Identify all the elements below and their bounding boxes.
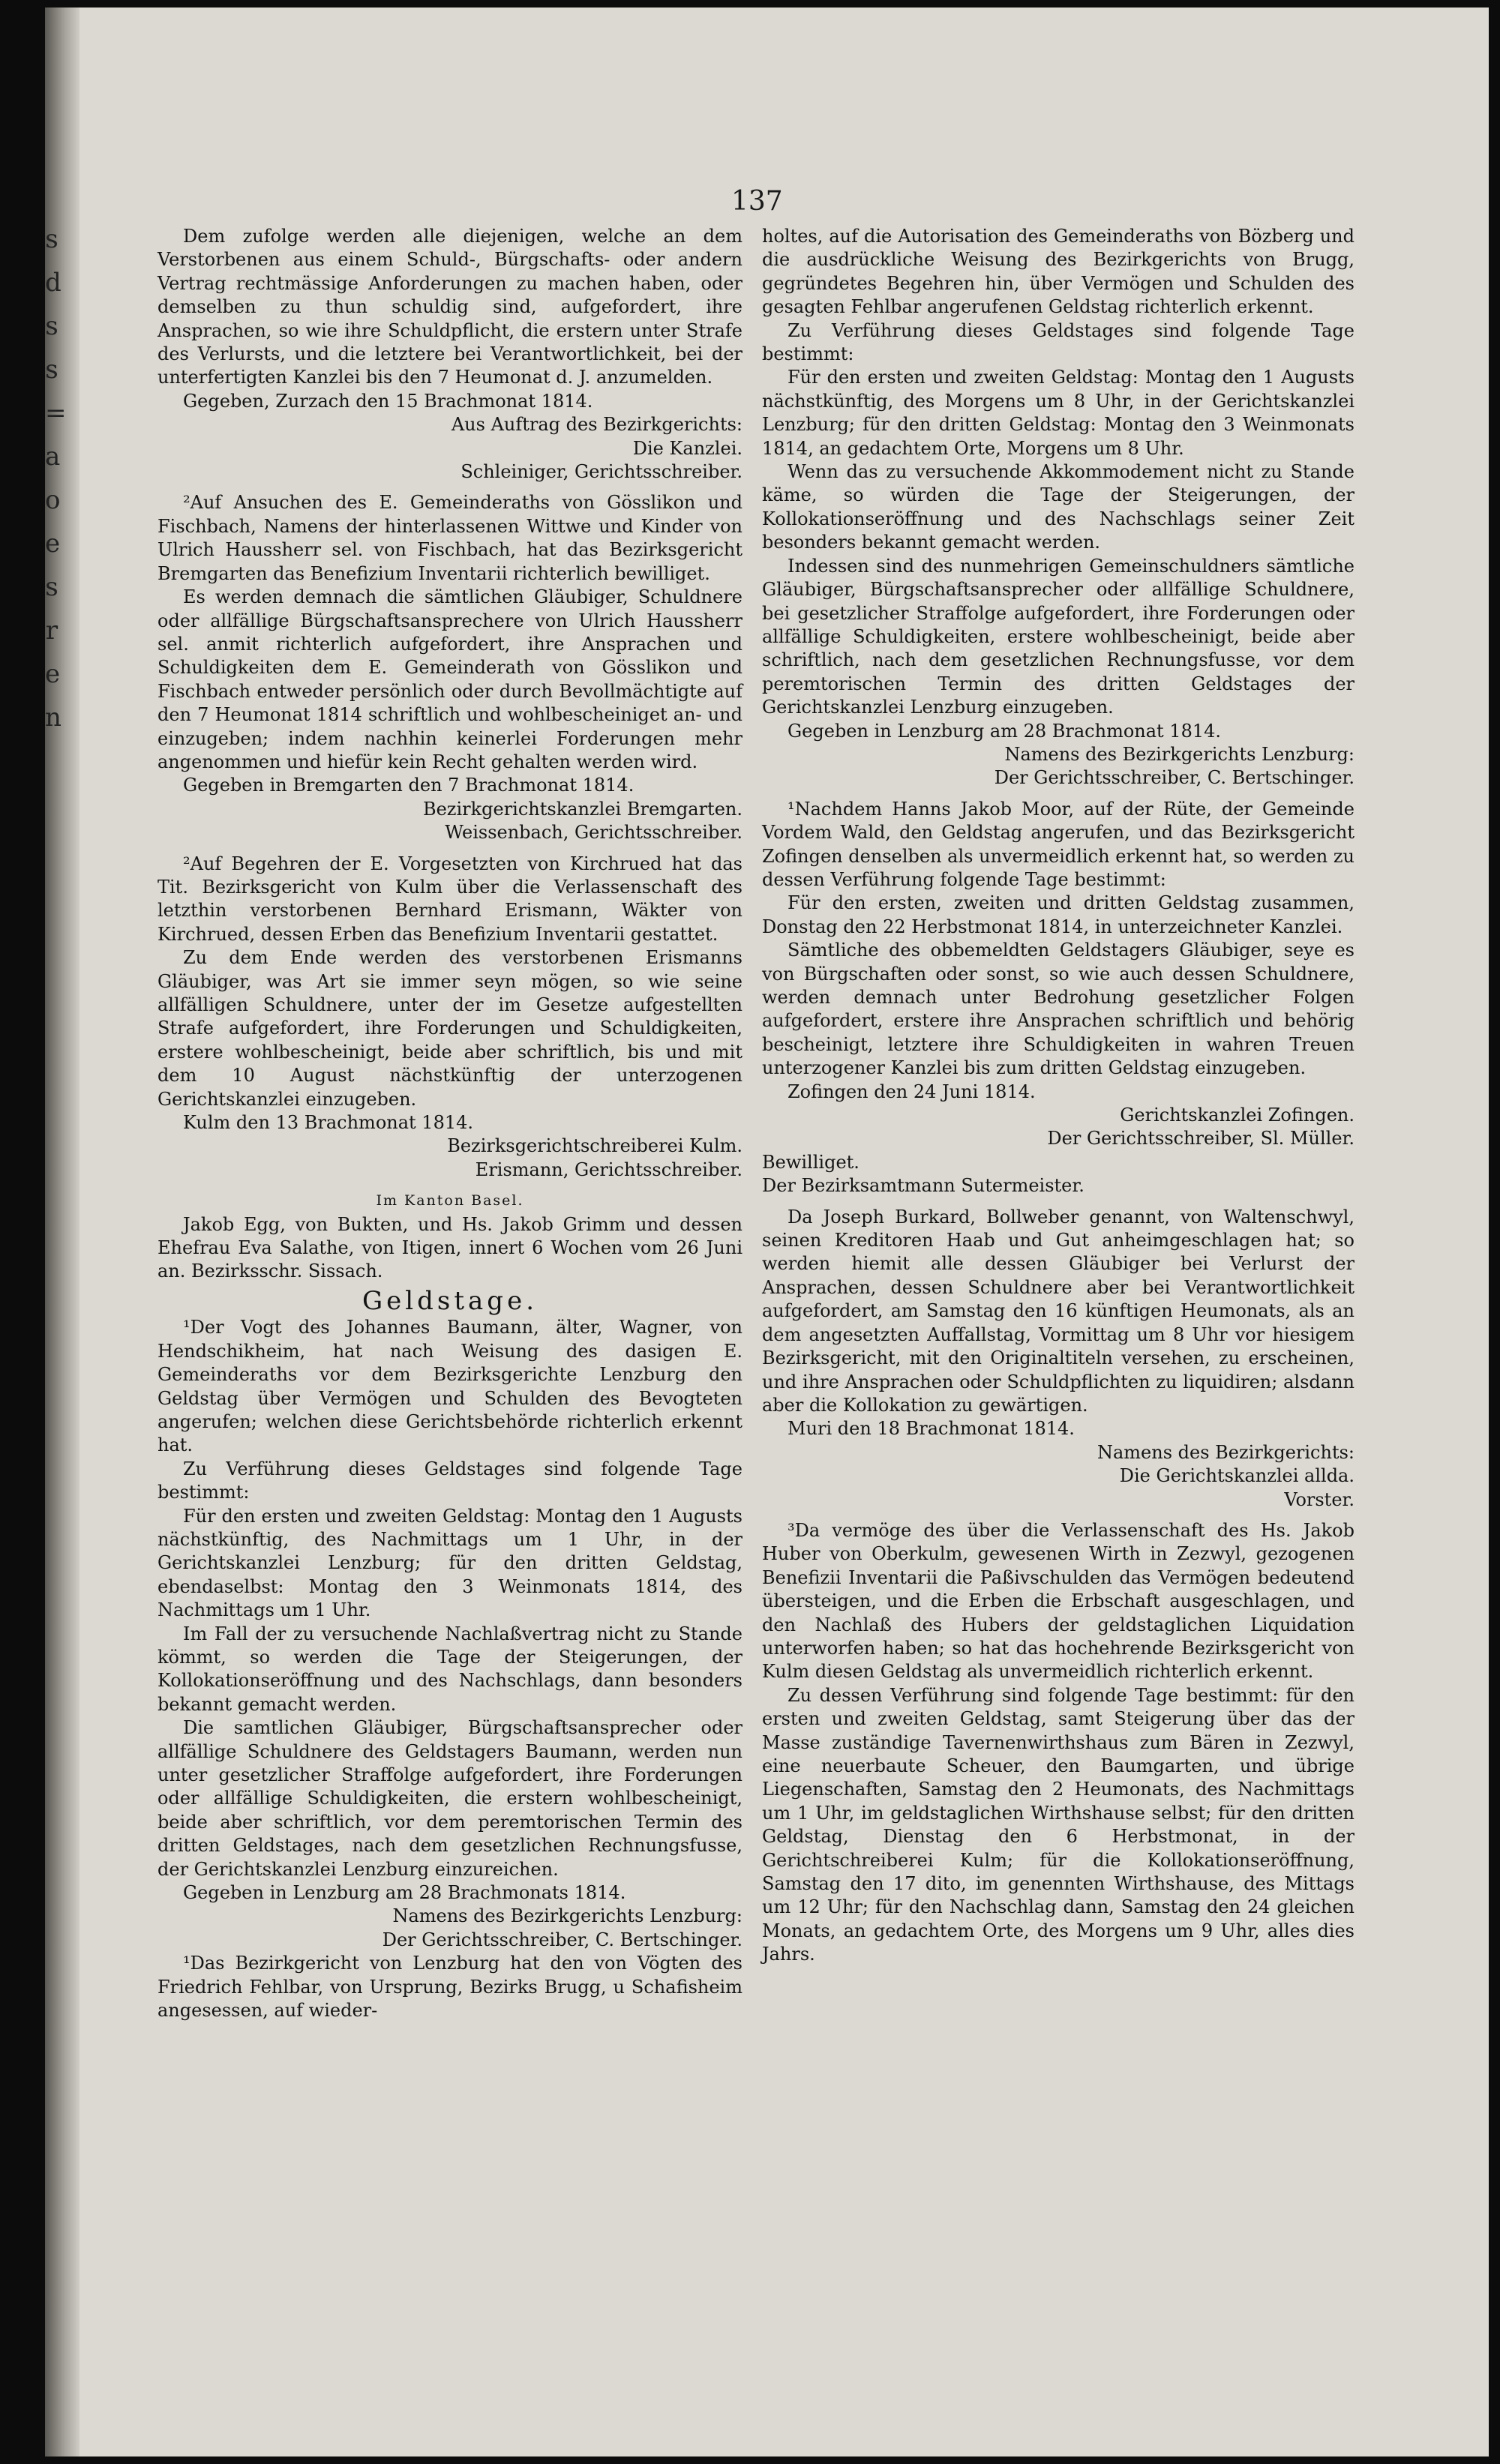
right-column-paragraph: Der Gerichtsschreiber, Sl. Müller.: [1047, 1128, 1354, 1150]
right-column-paragraph: Namens des Bezirkgerichts:: [1096, 1441, 1354, 1463]
left-column-paragraph: ¹Der Vogt des Johannes Baumann, älter, Wagner, von Hendschikheim, hat nach Weisung des dasigen E. Gemeinderaths vor dem Bezirksgerichte Lenzburg den Geldstag über Vermögen und Schulden des Bevogteten angerufen; welchen diese Gerichtsbehörde richterlich erkennt hat.: [158, 1317, 742, 1456]
facing-page-fragment: o: [45, 485, 61, 515]
right-column-paragraph: Für den ersten, zweiten und dritten Geldstag zusammen, Donstag den 22 Herbstmonat 1814, in unterzeichneter Kanzlei.: [762, 892, 1354, 937]
facing-page-fragment: s: [45, 311, 58, 341]
facing-page-fragment: a: [45, 442, 61, 472]
left-column-paragraph: Namens des Bezirkgerichts Lenzburg:: [392, 1905, 742, 1927]
left-column-paragraph: Zu dem Ende werden des verstorbenen Erismanns Gläubiger, was Art sie immer seyn mögen, so wie seine allfälligen Schuldnere, unter der im Gesetze aufgestellten Strafe aufgefordert, ihre Forderungen und Schuldigkeiten, erstere wohlbescheinigt, beide aber schriftlich, bis und mit dem 10 August nächstkünftig der unterzogenen Gerichtskanzlei einzugeben.: [158, 947, 742, 1110]
left-column-paragraph: Schleiniger, Gerichtsschreiber.: [460, 461, 742, 483]
facing-page-fragment: e: [45, 659, 61, 689]
facing-page-fragment: r: [45, 616, 58, 646]
left-column-paragraph: Die Kanzlei.: [632, 437, 742, 459]
left-column-paragraph: Dem zufolge werden alle diejenigen, welche an dem Verstorbenen aus einem Schuld-, Bürgschafts- oder andern Vertrag rechtmässige Anforderungen zu machen haben, oder demselben zu thun schuldig sind, aufgefordert, ihre Ansprachen, so wie ihre Schuldpflicht, die erstern unter Strafe des Verlursts, und die letztere bei Verantwortlichkeit, bei der unterfertigten Kanzlei bis den 7 Heumonat d. J. anzumelden.: [158, 226, 742, 388]
left-column: [158, 225, 742, 2022]
left-column-paragraph: Es werden demnach die sämtlichen Gläubiger, Schuldnere oder allfällige Bürgschaftsansprechere von Ulrich Haussherr sel. anmit richterlich aufgefordert, ihre Ansprachen und Schuldigkeiten dem E. Gemeinderath von Gösslikon und Fischbach entweder persönlich oder durch Bevollmächtigte auf den 7 Heumonat 1814 schriftlich und wohlbescheiniget an- und einzugeben; indem nachhin keinerlei Forderungen mehr angenommen und hiefür kein Recht gehalten werden wird.: [158, 586, 742, 772]
right-column-paragraph: Gegeben in Lenzburg am 28 Brachmonat 1814.: [788, 720, 1222, 742]
facing-page-fragment: d: [45, 268, 62, 298]
left-column-paragraph: Der Gerichtsschreiber, C. Bertschinger.: [382, 1929, 742, 1950]
right-column-paragraph: Der Gerichtsschreiber, C. Bertschinger.: [994, 767, 1354, 789]
left-column-paragraph: Erismann, Gerichtsschreiber.: [475, 1159, 742, 1180]
right-column-paragraph: ³Da vermöge des über die Verlassenschaft des Hs. Jakob Huber von Oberkulm, gewesenen Wirth in Zezwyl, gezogenen Benefizii Inventarii die Paßivschulden das Vermögen bedeutend übersteigen, und die Erben die Erbschaft ausgeschlagen, und den Nachlaß des Hubers der geldstaglichen Liquidation unterworfen haben; so hat das hochehrende Bezirksgericht von Kulm diesen Geldstag als unvermeidlich richterlich erkennt.: [762, 1519, 1354, 1683]
left-column-paragraph: Kulm den 13 Brachmonat 1814.: [183, 1112, 474, 1134]
facing-page-fragment: =: [45, 398, 67, 428]
right-column-paragraph: Gerichtskanzlei Zofingen.: [1120, 1105, 1354, 1126]
left-column-paragraph: Im Fall der zu versuchende Nachlaßvertrag nicht zu Stande kömmt, so werden die Tage der Steigerungen, der Kollokationseröffnung und des Nachschlags, dann besonders bekannt gemacht werden.: [158, 1623, 742, 1715]
right-column-paragraph: Bewilliget.: [762, 1151, 860, 1173]
right-column-paragraph: ¹Nachdem Hanns Jakob Moor, auf der Rüte, der Gemeinde Vordem Wald, den Geldstag angerufen, und das Bezirksgericht Zofingen denselben als unvermeidlich erkennt hat, so werden zu dessen Verführung folgende Tage bestimmt:: [762, 798, 1354, 890]
right-column-paragraph: Muri den 18 Brachmonat 1814.: [788, 1418, 1075, 1440]
facing-page-fragments: [45, 217, 67, 739]
facing-page-fragment: e: [45, 529, 61, 559]
right-column-paragraph: Für den ersten und zweiten Geldstag: Montag den 1 Augusts nächstkünftig, des Morgens um 8 Uhr, in der Gerichtskanzlei Lenzburg; für den dritten Geldstag: Montag den 3 Weinmonats 1814, an gedachtem Orte, Morgens um 8 Uhr.: [762, 367, 1354, 459]
facing-page-edge: [45, 7, 80, 2457]
facing-page-fragment: n: [45, 703, 62, 733]
right-column-paragraph: Zu dessen Verführung sind folgende Tage bestimmt: für den ersten und zweiten Geldstag, samt Steigerung über das der Masse zuständige Tavernenwirthshaus zum Bären in Zezwyl, eine neuerbaute Scheuer, den Baumgarten, und übrige Liegenschaften, Samstag den 2 Heumonats, des Nachmittags um 1 Uhr, im geldstaglichen Wirthshause selbst; für den dritten Geldstag, Dienstag den 6 Herbstmonat, in der Gerichtschreiberei Kulm; für die Kollokationseröffnung, Samstag den 17 dito, im genennten Wirthshause, des Mittags um 12 Uhr; für den Nachschlag dann, Samstag den 24 gleichen Monats, an gedachtem Orte, des Morgens um 9 Uhr, alles dies Jahrs.: [762, 1684, 1354, 1965]
newspaper-page: [45, 7, 1489, 2457]
facing-page-fragment: s: [45, 355, 58, 385]
left-column-paragraph: Jakob Egg, von Bukten, und Hs. Jakob Grimm und dessen Ehefrau Eva Salathe, von Itigen, innert 6 Wochen vom 26 Juni an. Bezirksschr. Sissach.: [158, 1213, 742, 1282]
left-column-paragraph: Zu Verführung dieses Geldstages sind folgende Tage bestimmt:: [158, 1458, 742, 1503]
right-column: [762, 225, 1354, 1967]
right-column-paragraph: Sämtliche des obbemeldten Geldstagers Gläubiger, seye es von Bürgschaften oder sonst, so wie auch dessen Schuldnere, werden demnach unter Bedrohung gesetzlicher Folgen aufgefordert, erstere ihre Ansprachen schriftlich und behörig bescheinigt, letztere ihre Schuldigkeiten in wahren Treuen unterzogener Kanzlei bis zum dritten Geldstag einzugeben.: [762, 940, 1354, 1079]
left-column-paragraph: ²Auf Begehren der E. Vorgesetzten von Kirchrued hat das Tit. Bezirksgericht von Kulm über die Verlassenschaft des letzthin verstorbenen Bernhard Erismann, Wäkter von Kirchrued, dessen Erben das Benefizium Inventarii gestattet.: [158, 853, 742, 945]
left-column-paragraph: Die samtlichen Gläubiger, Bürgschaftsansprecher oder allfällige Schuldnere des Geldstagers Baumann, werden nun unter gesetzlicher Straffolge aufgefordert, ihre Forderungen oder allfällige Schuldigkeiten, die erstern wohlbescheinigt, beide aber schriftlich, vor dem peremtorischen Termin des dritten Geldstages, nach dem gesetzlichen Rechnungsfusse, der Gerichtskanzlei Lenzburg einzureichen.: [158, 1717, 742, 1880]
facing-page-fragment: s: [45, 572, 58, 602]
right-column-paragraph: Der Bezirksamtmann Sutermeister.: [762, 1175, 1084, 1197]
left-column-paragraph: ²Auf Ansuchen des E. Gemeinderaths von Gösslikon und Fischbach, Namens der hinterlassenen Wittwe und Kinder von Ulrich Haussherr sel. von Fischbach, hat das Bezirksgericht Bremgarten das Benefizium Inventarii richterlich bewilliget.: [158, 492, 742, 584]
page-number: 137: [731, 186, 783, 217]
right-column-paragraph: Indessen sind des nunmehrigen Gemeinschuldners sämtliche Gläubiger, Bürgschaftsansprecher oder allfällige Schuldnere, bei gesetzlicher Straffolge aufgefordert, ihre Forderungen oder allfällige Schuldigkeiten, erstere wohlbescheinigt, beide aber schriftlich, nach dem gesetzlichen Rechnungsfusse, vor dem peremtorischen Termin des dritten Geldstages der Gerichtskanzlei Lenzburg einzugeben.: [762, 555, 1354, 718]
right-column-paragraph: Vorster.: [1284, 1488, 1354, 1510]
left-column-paragraph: Bezirkgerichtskanzlei Bremgarten.: [422, 798, 742, 820]
left-column-paragraph: Weissenbach, Gerichtsschreiber.: [445, 822, 742, 844]
left-column-paragraph: Gegeben in Bremgarten den 7 Brachmonat 1814.: [183, 775, 634, 796]
left-column-paragraph: Geldstage.: [362, 1285, 538, 1316]
right-column-paragraph: Zofingen den 24 Juni 1814.: [788, 1081, 1036, 1102]
left-column-paragraph: ¹Das Bezirkgericht von Lenzburg hat den von Vögten des Friedrich Fehlbar, von Ursprung, Bezirks Brugg, u Schafisheim angesessen, auf wieder-: [158, 1953, 742, 2022]
left-column-paragraph: Gegeben, Zurzach den 15 Brachmonat 1814.: [183, 390, 593, 412]
right-column-paragraph: Zu Verführung dieses Geldstages sind folgende Tage bestimmt:: [762, 319, 1354, 365]
facing-page-fragment: s: [45, 224, 58, 254]
left-column-paragraph: Aus Auftrag des Bezirkgerichts:: [451, 414, 742, 436]
left-column-paragraph: Bezirksgerichtschreiberei Kulm.: [447, 1135, 742, 1157]
right-column-paragraph: Da Joseph Burkard, Bollweber genannt, von Waltenschwyl, seinen Kreditoren Haab und Gut anheimgeschlagen hat; so werden hiemit alle dessen Gläubiger bei Verlurst der Ansprachen, dessen Schuldnere aber bei Verantwortlichkeit aufgefordert, am Samstag den 16 künftigen Heumonats, als an dem angesetzten Auffallstag, Vormittag um 8 Uhr vor hiesigem Bezirksgericht, mit den Originaltiteln versehen, zu erscheinen, und ihre Ansprachen oder Schuldpflichten zu liquidiren; alsdann aber die Kollokation zu gewärtigen.: [762, 1206, 1354, 1416]
left-column-paragraph: Im Kanton Basel.: [376, 1192, 524, 1210]
left-column-paragraph: Für den ersten und zweiten Geldstag: Montag den 1 Augusts nächstkünftig, des Nachmittags um 1 Uhr, in der Gerichtskanzlei Lenzburg; für den dritten Geldstag, ebendaselbst: Montag den 3 Weinmonats 1814, des Nachmittags um 1 Uhr.: [158, 1505, 742, 1621]
right-column-paragraph: Wenn das zu versuchende Akkommodement nicht zu Stande käme, so würden die Tage der Steigerungen, der Kollokationseröffnung und des Nachschlags seiner Zeit besonders bekannt gemacht werden.: [762, 461, 1354, 553]
right-column-paragraph: Die Gerichtskanzlei allda.: [1119, 1465, 1354, 1487]
right-column-paragraph: Namens des Bezirkgerichts Lenzburg:: [1004, 743, 1354, 765]
right-column-paragraph: holtes, auf die Autorisation des Gemeinderaths von Bözberg und die ausdrückliche Weisung des Bezirkgerichts von Brugg, gegründetes Begehren hin, über Vermögen und Schulden des gesagten Fehlbar angerufenen Geldstag richterlich erkennt.: [762, 226, 1354, 318]
left-column-paragraph: Gegeben in Lenzburg am 28 Brachmonats 1814.: [183, 1882, 626, 1904]
